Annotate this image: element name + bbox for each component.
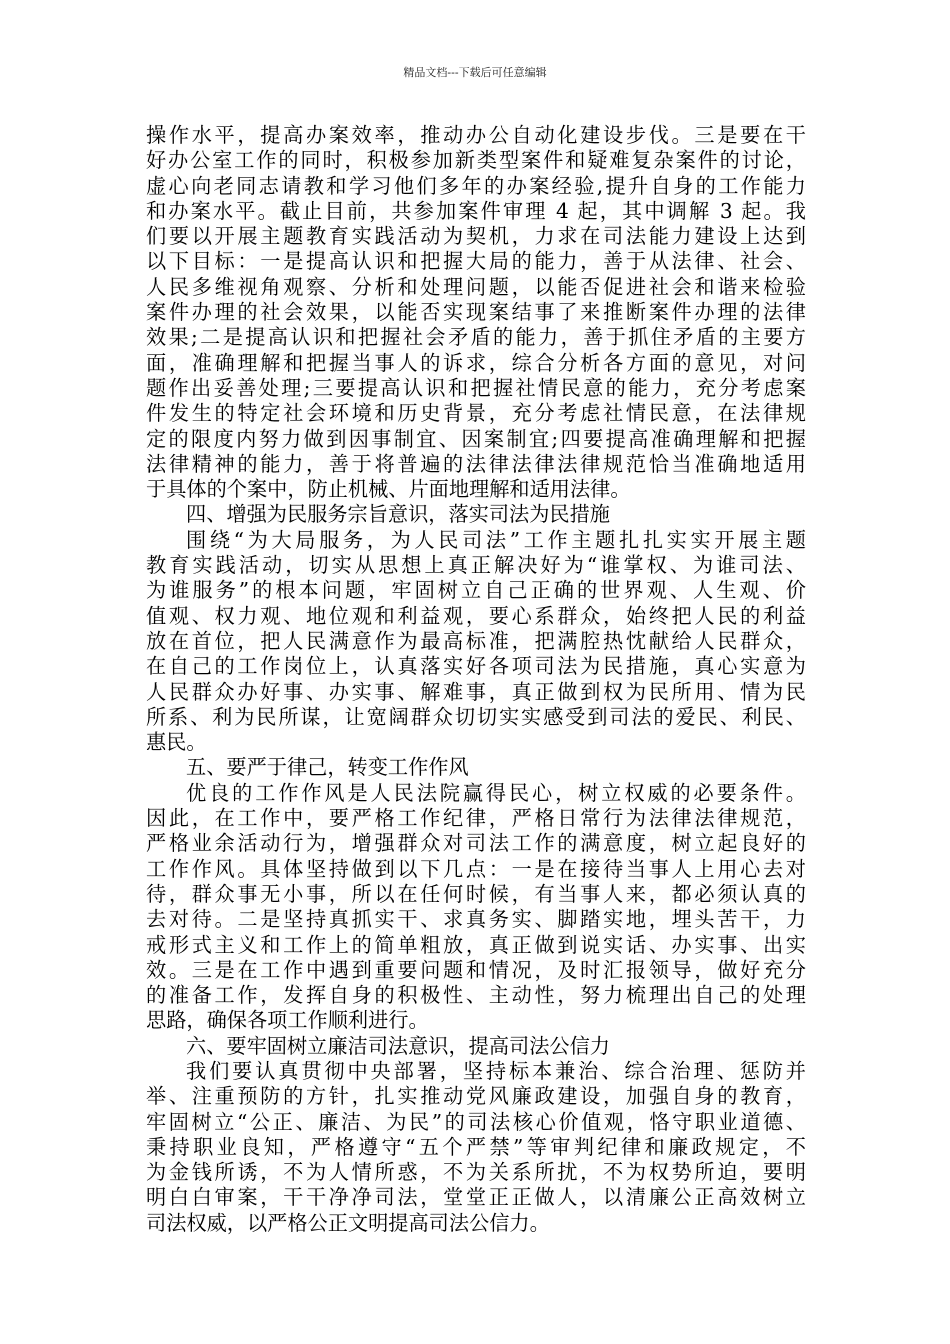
heading-text: 六、要牢固树立廉洁司法意识，提高司法公信力: [186, 1033, 610, 1058]
paragraph: [146, 528, 806, 756]
heading-text: 五、要严于律己，转变工作作风: [186, 755, 469, 780]
text-line: 围绕“为大局服务，为人民司法”工作主题扎扎实实开展主题: [186, 527, 806, 552]
text-line: 所系、利为民所谋，让宽阔群众切切实实感受到司法的爱民、利民、: [146, 704, 806, 729]
paragraph: [146, 781, 806, 1034]
text-line: 的准备工作，发挥自身的积极性、主动性，努力梳理出自己的处理: [146, 983, 806, 1008]
section-heading: [146, 1034, 806, 1059]
text-line: 案件办理的社会效果，以能否实现案结事了来推断案件办理的法律: [146, 300, 806, 325]
text-line: 效果;二是提高认识和把握社会矛盾的能力，善于抓住矛盾的主要方: [146, 325, 806, 350]
page-header: 精品文档---下载后可任意编辑: [403, 66, 547, 79]
text-line: 值观、权力观、地位观和利益观，要心系群众，始终把人民的利益: [146, 603, 806, 628]
text-line: 法律精神的能力，善于将普遍的法律法律法律规范恰当准确地适用: [146, 451, 806, 476]
text-line: 人民群众办好事、办实事、解难事，真正做到权为民所用、情为民: [146, 679, 806, 704]
text-line: 面，准确理解和把握当事人的诉求，综合分析各方面的意见，对问: [146, 350, 806, 375]
heading-text: 四、增强为民服务宗旨意识，落实司法为民措施: [186, 502, 610, 527]
text-line: 放在首位，把人民满意作为最高标准，把满腔热忱献给人民群众，: [146, 628, 806, 653]
text-line: 为金钱所诱，不为人情所惑，不为关系所扰，不为权势所迫，要明: [146, 1160, 806, 1185]
text-line: 工作作风。具体坚持做到以下几点：一是在接待当事人上用心去对: [146, 856, 806, 881]
text-line: 为谁服务”的根本问题，牢固树立自己正确的世界观、人生观、价: [146, 578, 806, 603]
text-line: 操作水平，提高办案效率，推动办公自动化建设步伐。三是要在干: [146, 123, 806, 147]
text-line: 教育实践活动，切实从思想上真正解决好为“谁掌权、为谁司法、: [146, 553, 806, 578]
text-line: 定的限度内努力做到因事制宜、因案制宜;四要提高准确理解和把握: [146, 426, 806, 451]
text-line: 以下目标：一是提高认识和把握大局的能力，善于从法律、社会、: [146, 249, 806, 274]
text-line: 司法权威，以严格公正文明提高司法公信力。: [146, 1210, 550, 1235]
text-line: 和办案水平。截止目前，共参加案件审理 4 起，其中调解 3 起。我: [146, 198, 806, 223]
text-line: 人民多维视角观察、分析和处理问题，以能否促进社会和谐来检验: [146, 274, 806, 299]
text-line: 明白白审案，干干净净司法，堂堂正正做人，以清廉公正高效树立: [146, 1185, 806, 1210]
text-line: 题作出妥善处理;三要提高认识和把握社情民意的能力，充分考虑案: [146, 375, 806, 400]
text-line: 效。三是在工作中遇到重要问题和情况，及时汇报领导，做好充分: [146, 957, 806, 982]
text-line: 严格业余活动行为，增强群众对司法工作的满意度，树立起良好的: [146, 831, 806, 856]
section-heading: [146, 755, 806, 780]
text-line: 在自己的工作岗位上，认真落实好各项司法为民措施，真心实意为: [146, 654, 806, 679]
text-line: 我们要认真贯彻中央部署，坚持标本兼治、综合治理、惩防并: [186, 1058, 806, 1083]
text-line: 待，群众事无小事，所以在任何时候，有当事人来，都必须认真的: [146, 881, 806, 906]
paragraph: [146, 1059, 806, 1236]
text-line: 惠民。: [146, 730, 207, 755]
text-line: 于具体的个案中，防止机械、片面地理解和适用法律。: [146, 477, 631, 502]
text-line: 们要以开展主题教育实践活动为契机，力求在司法能力建设上达到: [146, 224, 806, 249]
text-line: 思路，确保各项工作顺利进行。: [146, 1008, 429, 1033]
text-line: 去对待。二是坚持真抓实干、求真务实、脚踏实地，埋头苦干，力: [146, 907, 806, 932]
paragraph: [146, 123, 806, 502]
document-body: [146, 123, 806, 1236]
text-line: 好办公室工作的同时，积极参加新类型案件和疑难复杂案件的讨论，: [146, 148, 806, 173]
text-line: 优良的工作作风是人民法院赢得民心，树立权威的必要条件。: [186, 780, 806, 805]
text-line: 戒形式主义和工作上的简单粗放，真正做到说实话、办实事、出实: [146, 932, 806, 957]
text-line: 牢固树立“公正、廉洁、为民”的司法核心价值观，恪守职业道德、: [146, 1109, 806, 1134]
section-heading: [146, 502, 806, 527]
text-line: 虚心向老同志请教和学习他们多年的办案经验,提升自身的工作能力: [146, 173, 806, 198]
text-line: 秉持职业良知，严格遵守“五个严禁”等审判纪律和廉政规定，不: [146, 1134, 806, 1159]
text-line: 因此，在工作中，要严格工作纪律，严格日常行为法律法律规范，: [146, 806, 806, 831]
text-line: 举、注重预防的方针，扎实推动党风廉政建设，加强自身的教育，: [146, 1084, 806, 1109]
text-line: 件发生的特定社会环境和历史背景，充分考虑社情民意，在法律规: [146, 401, 806, 426]
